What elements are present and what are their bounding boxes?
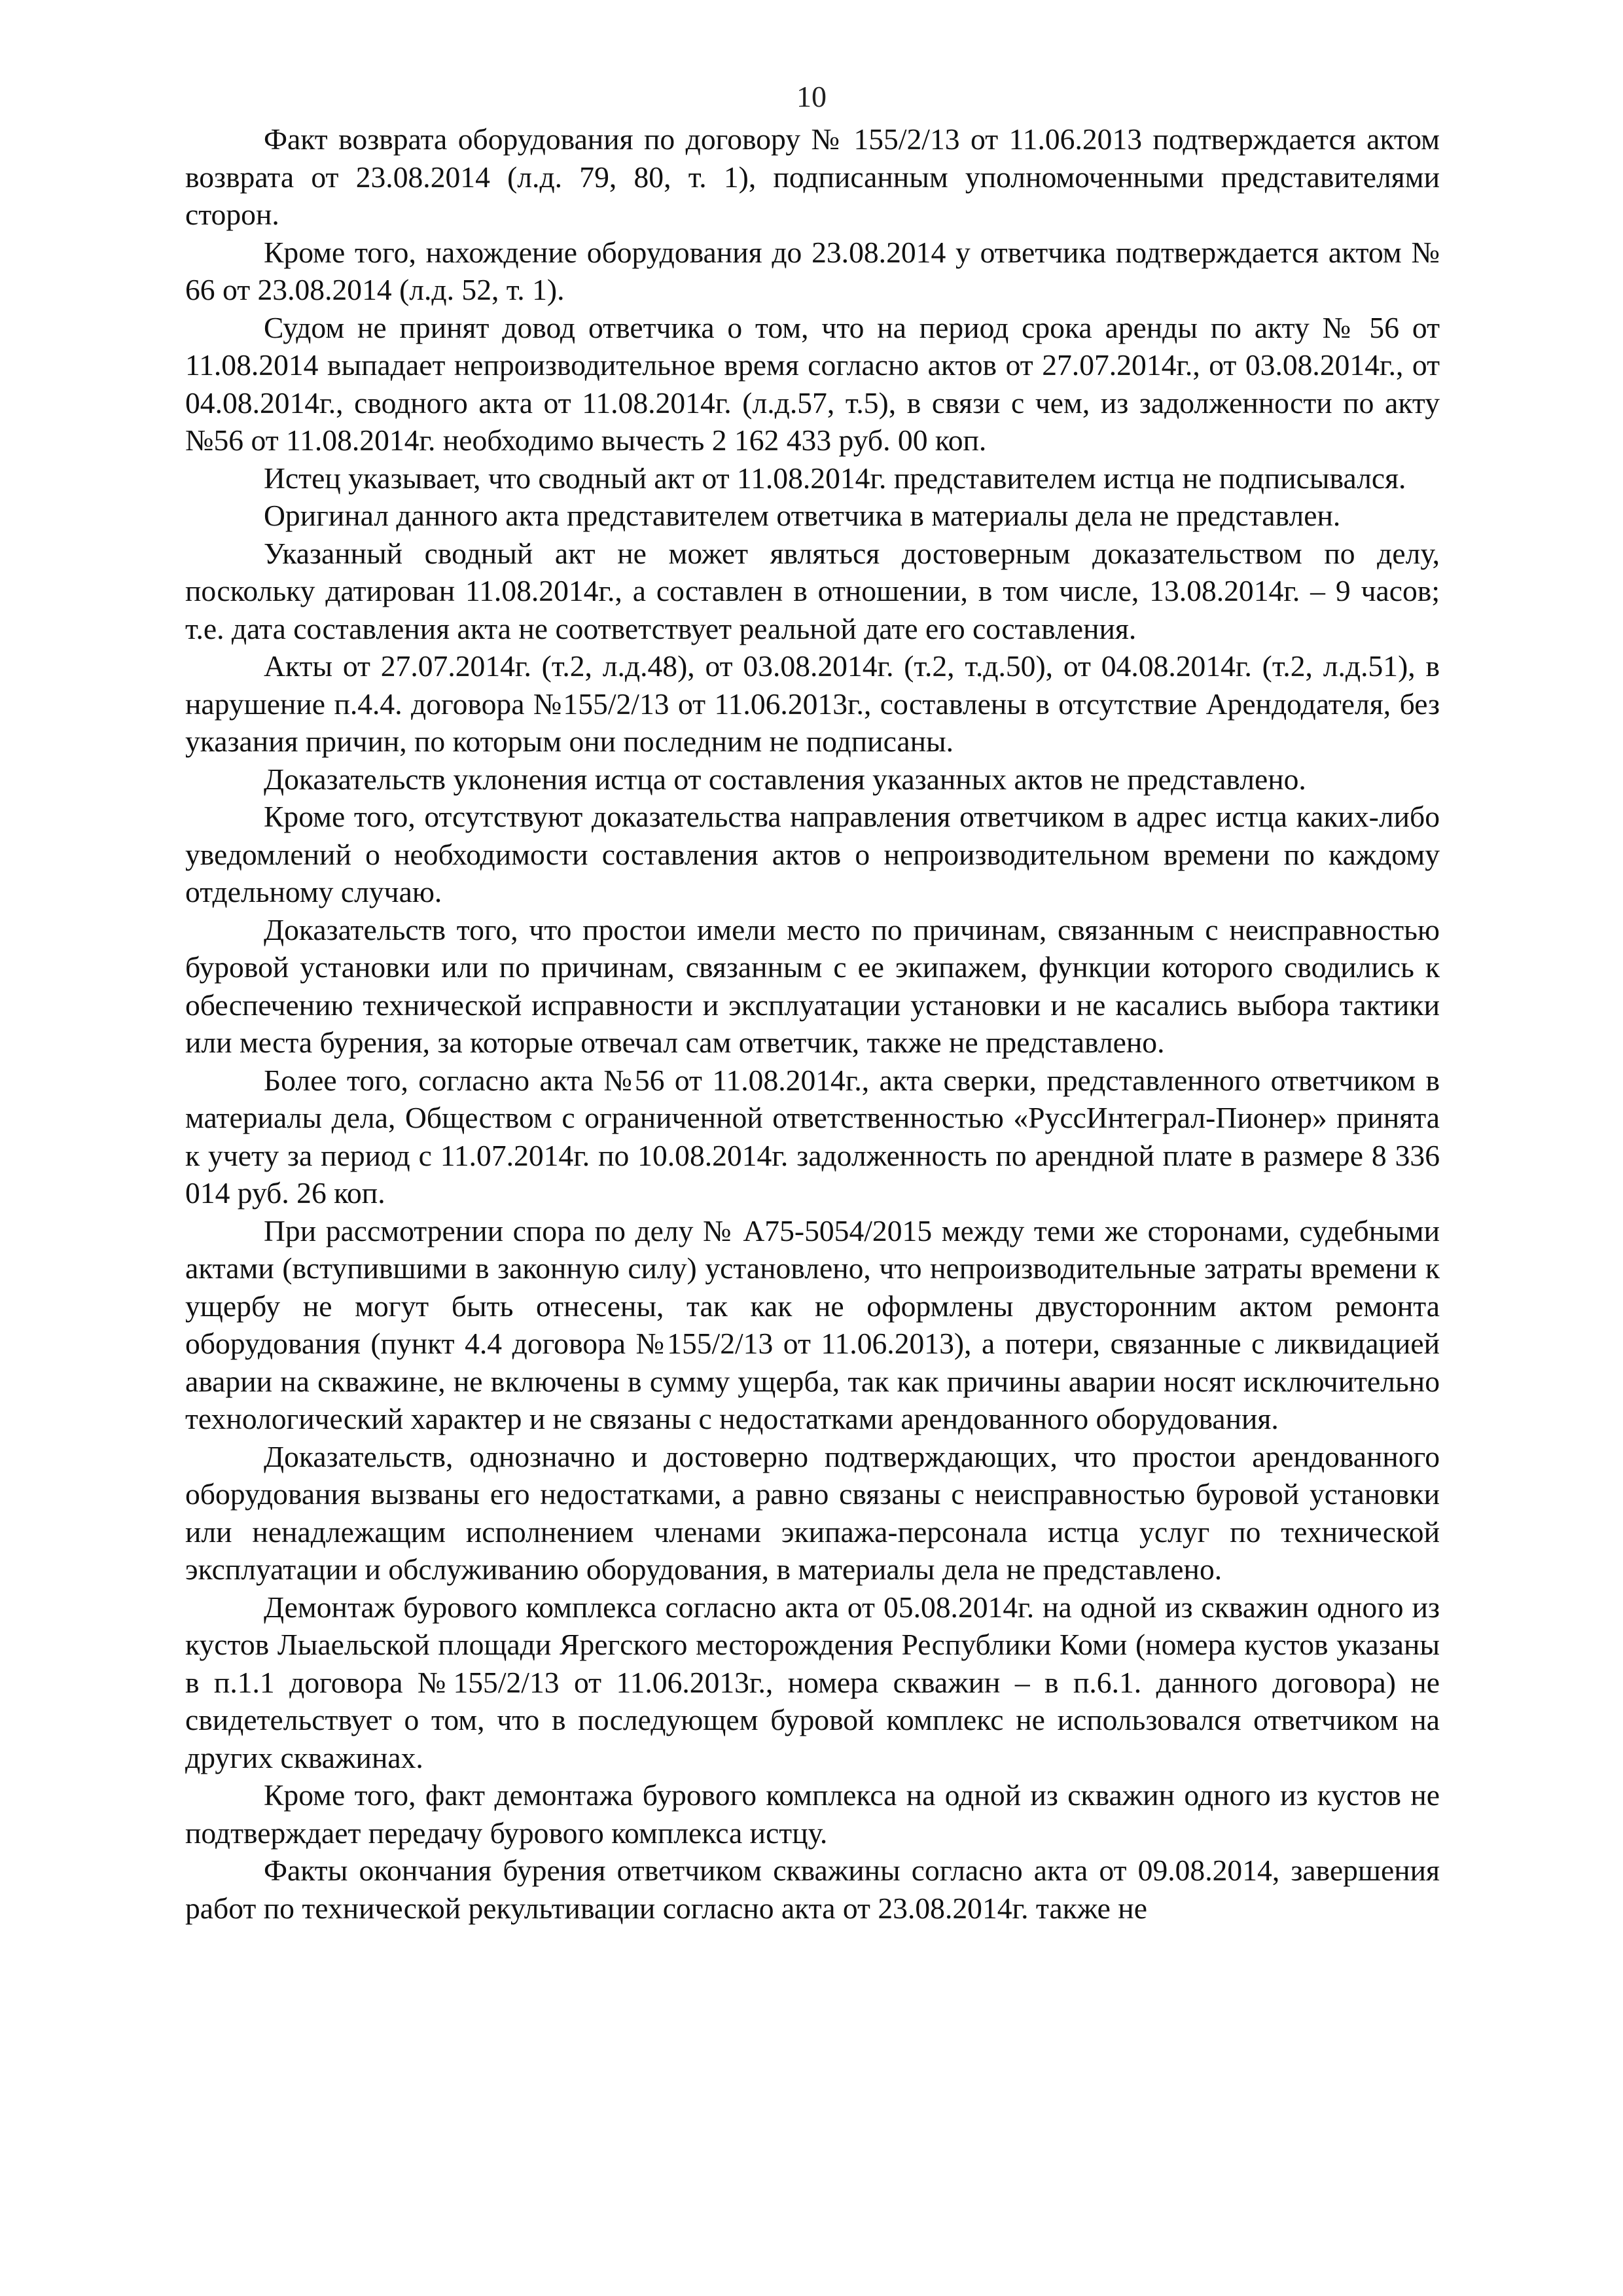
paragraph-7: Акты от 27.07.2014г. (т.2, л.д.48), от 03.08.2014г. (т.2, т.д.50), от 04.08.2014г. (т.2, л.д.51), в нарушение п.4.4. договора №155/2/13 от 11.06.2013г., составлены в отсутствие Арендодателя, без указания причин, по которым они последним не подписаны. <box>185 649 1440 758</box>
paragraph-12: При рассмотрении спора по делу № А75-5054/2015 между теми же сторонами, судебными актами (вступившими в законную силу) установлено, что непроизводительные затраты времени к ущербу не могут быть отнесены, так как не оформлены двусторонним актом ремонта оборудования (пункт 4.4 договора №155/2/13 от 11.06.2013), а потери, связанные с ликвидацией аварии на скважине, не включены в сумму ущерба, так как причины аварии носят исключительно технологический характер и не связаны с недостатками арендованного оборудования. <box>185 1213 1440 1435</box>
paragraph-11: Более того, согласно акта №56 от 11.08.2014г., акта сверки, представленного ответчиком в материалы дела, Обществом с ограниченной ответственностью «РуссИнтеграл-Пионер» принята к учету за период с 11.07.2014г. по 10.08.2014г. задолженность по арендной плате в размере 8 336 014 руб. 26 коп. <box>185 1063 1440 1210</box>
paragraph-5: Оригинал данного акта представителем ответчика в материалы дела не представлен. <box>264 499 1341 532</box>
paragraph-10: Доказательств того, что простои имели место по причинам, связанным с неисправностью буровой установки или по причинам, связанным с ее экипажем, функции которого сводились к обеспечению технической исправности и эксплуатации установки и не касались выбора тактики или места бурения, за которые отвечал сам ответчик, также не представлено. <box>185 912 1440 1059</box>
paragraph-2: Кроме того, нахождение оборудования до 23.08.2014 у ответчика подтверждается актом № 66 от 23.08.2014 (л.д. 52, т. 1). <box>185 235 1440 306</box>
paragraph-8: Доказательств уклонения истца от составления указанных актов не представлено. <box>264 762 1306 796</box>
paragraph-4: Истец указывает, что сводный акт от 11.08.2014г. представителем истца не подписывался. <box>264 461 1406 495</box>
paragraph-16: Факты окончания бурения ответчиком скважины согласно акта от 09.08.2014, завершения работ по технической рекультивации согласно акта от 23.08.2014г. также не <box>185 1854 1440 1925</box>
page-number: 10 <box>796 80 827 113</box>
paragraph-1: Факт возврата оборудования по договору № 155/2/13 от 11.06.2013 подтверждается актом возврата от 23.08.2014 (л.д. 79, 80, т. 1), подписанным уполномоченными представителями сторон. <box>185 122 1440 231</box>
paragraph-9: Кроме того, отсутствуют доказательства направления ответчиком в адрес истца каких-либо уведомлений о необходимости составления актов о непроизводительном времени по каждому отдельному случаю. <box>185 800 1440 908</box>
paragraph-6: Указанный сводный акт не может являться достоверным доказательством по делу, поскольку датирован 11.08.2014г., а составлен в отношении, в том числе, 13.08.2014г. – 9 часов; т.е. дата составления акта не соответствует реальной дате его составления. <box>185 536 1440 645</box>
paragraph-3: Судом не принят довод ответчика о том, что на период срока аренды по акту № 56 от 11.08.2014 выпадает непроизводительное время согласно актов от 27.07.2014г., от 03.08.2014г., от 04.08.2014г., сводного акта от 11.08.2014г. (л.д.57, т.5), в связи с чем, из задолженности по акту №56 от 11.08.2014г. необходимо вычесть 2 162 433 руб. 00 коп. <box>185 310 1440 457</box>
paragraph-14: Демонтаж бурового комплекса согласно акта от 05.08.2014г. на одной из скважин одного из кустов Лыаельской площади Ярегского месторождения Республики Коми (номера кустов указаны в п.1.1 договора №155/2/13 от 11.06.2013г., номера скважин – в п.6.1. данного договора) не свидетельствует о том, что в последующем буровой комплекс не использовался ответчиком на других скважинах. <box>185 1590 1440 1774</box>
paragraph-15: Кроме того, факт демонтажа бурового комплекса на одной из скважин одного из кустов не подтверждает передачу бурового комплекса истцу. <box>185 1778 1440 1850</box>
document-body <box>185 120 1440 1927</box>
paragraph-13: Доказательств, однозначно и достоверно подтверждающих, что простои арендованного оборудования вызваны его недостатками, а равно связаны с неисправностью буровой установки или ненадлежащим исполнением членами экипажа-персонала истца услуг по технической эксплуатации и обслуживанию оборудования, в материалы дела не представлено. <box>185 1439 1440 1586</box>
